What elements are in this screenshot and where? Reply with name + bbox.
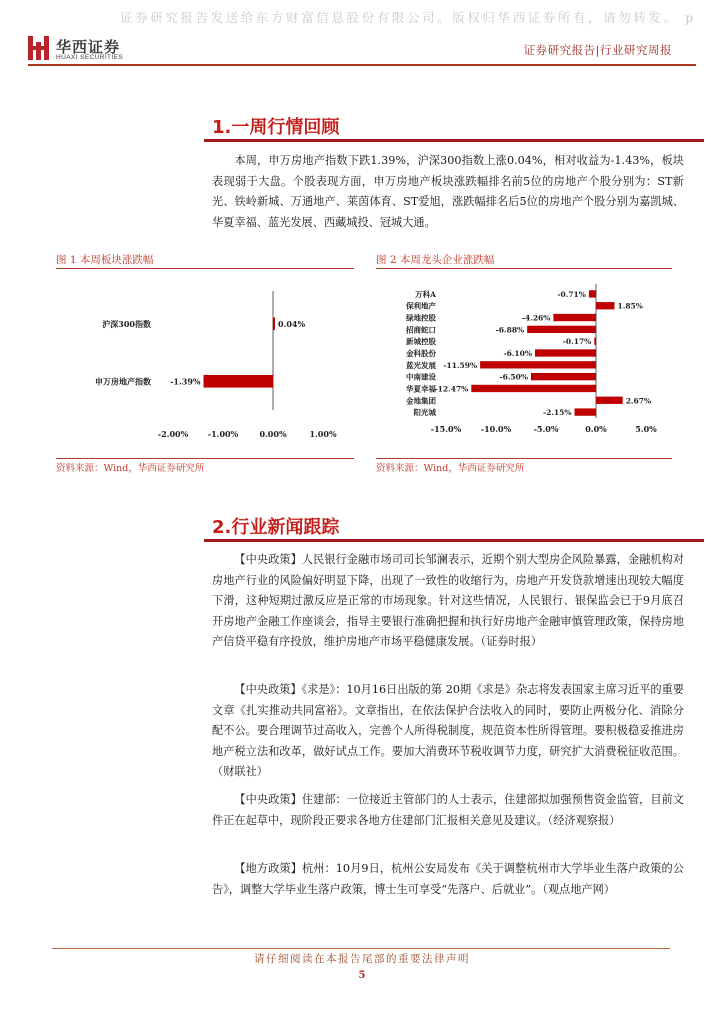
category-label: 金地集团 xyxy=(406,396,436,406)
bar xyxy=(527,326,596,333)
data-label: -1.39% xyxy=(170,376,201,387)
data-label: -0.17% xyxy=(562,337,592,347)
bar xyxy=(594,338,596,345)
data-label: -12.47% xyxy=(434,384,469,394)
x-tick-label: -2.00% xyxy=(157,429,189,439)
category-label: 蓝光发展 xyxy=(406,360,436,370)
bar xyxy=(531,373,596,380)
x-tick-label: 0.00% xyxy=(259,429,287,439)
huaxi-logo-icon xyxy=(28,36,50,60)
bar xyxy=(471,385,596,392)
figure1-source: 资料来源：Wind，华西证券研究所 xyxy=(56,463,205,474)
data-label: -2.15% xyxy=(542,408,572,418)
news-item: 【中央政策】《求是》：10月16日出版的第 20期《求是》杂志将发表国家主席习近平的重要文章《扎实推动共同富裕》。文章指出，在依法保护合法收入的同时，要防止两极分化、消除分配不公。要合理调节过高收入，完善个人所得税制度，规范资本性所得管理。要积极稳妥推进房地产税立法和改革，做好试点工作。要加大消费环节税收调节力度，研究扩大消费税征收范围。（财联社） xyxy=(212,683,684,778)
data-label: -11.59% xyxy=(443,360,478,370)
bar xyxy=(596,302,615,309)
footer-divider xyxy=(52,948,670,949)
data-label: -0.71% xyxy=(557,289,586,299)
category-label: 中南建设 xyxy=(406,372,436,382)
x-tick-label: 5.0% xyxy=(635,424,657,434)
x-tick-label: 1.00% xyxy=(309,429,337,439)
section2-underline xyxy=(204,539,704,542)
header-divider xyxy=(28,64,696,66)
section1-paragraph: 本周，申万房地产指数下跌1.39%，沪深300指数上涨0.04%，相对收益为-1.43%，板块表现弱于大盘。个股表现方面，申万房地产板块涨跌幅排名前5位的房地产个股分别为：ST新光、铁岭新城、万通地产、莱茵体育、ST爱旭，涨跌幅排名后5位的房地产个股分别为嘉凯城、华夏幸福、蓝光发展、西藏城投、冠城大通。 xyxy=(212,154,684,229)
section1-underline xyxy=(204,139,704,142)
category-label: 保利地产 xyxy=(406,301,436,311)
news-item: 【中央政策】人民银行金融市场司司长邹澜表示，近期个别大型房企风险暴露，金融机构对房地产行业的风险偏好明显下降，出现了一致性的收缩行为，房地产开发贷款增速出现较大幅度下滑，这种短期过激反应是正常的市场现象。针对这些情况，人民银行、银保监会已于9月底召开房地产金融工作座谈会，指导主要银行准确把握和执行好房地产金融审慎管理政策，保持房地产信贷平稳有序投放，维护房地产市场平稳健康发展。（证券时报） xyxy=(212,553,684,648)
data-label: -4.26% xyxy=(521,313,551,323)
data-label: 0.04% xyxy=(278,318,306,329)
category-label: 新城控股 xyxy=(406,337,436,347)
x-tick-label: 0.0% xyxy=(585,424,607,434)
figure1-title: 图 1 本周板块涨跌幅 xyxy=(56,254,154,266)
bar xyxy=(273,317,275,330)
section2-title: 2.行业新闻跟踪 xyxy=(212,517,340,538)
logo-name: 华西证券 xyxy=(56,38,121,56)
category-label: 招商蛇口 xyxy=(406,325,436,335)
x-tick-label: -5.0% xyxy=(533,424,559,434)
news-item: 【中央政策】住建部：一位接近主管部门的人士表示，住建部拟加强预售资金监管，目前文件正在起草中，现阶段正要求各地方住建部门汇报相关意见及建议。（经济观察报） xyxy=(212,793,684,827)
logo-english-name: HUAXI SECURITIES xyxy=(56,54,124,61)
figure2-title: 图 2 本周龙头企业涨跌幅 xyxy=(376,254,495,266)
bar xyxy=(535,349,596,356)
x-tick-label: -1.00% xyxy=(207,429,239,439)
section1-title: 1.一周行情回顾 xyxy=(212,117,340,138)
news-item: 【地方政策】杭州：10月9日，杭州公安局发布《关于调整杭州市大学毕业生落户政策的公告》，调整大学毕业生落户政策，博士生可享受“先落户、后就业”。（观点地产网） xyxy=(212,862,684,896)
data-label: -6.50% xyxy=(499,372,528,382)
category-label: 申万房地产指数 xyxy=(95,376,151,387)
bar xyxy=(204,375,274,388)
figure1-bottom-rule xyxy=(56,458,354,459)
watermark-text: 证券研究报告发送给东方财富信息股份有限公司。版权归华西证券所有，请勿转发。 p xyxy=(120,10,696,25)
category-label: 沪深300指数 xyxy=(102,318,151,329)
category-label: 绿地控股 xyxy=(406,313,436,323)
figure2-chart xyxy=(376,270,672,460)
category-label: 金科股份 xyxy=(406,349,436,358)
data-label: 2.67% xyxy=(625,396,652,406)
figure2-bottom-rule xyxy=(376,458,672,459)
figure2-top-rule xyxy=(376,268,672,269)
x-tick-label: -10.0% xyxy=(480,424,512,434)
bar xyxy=(553,314,596,321)
x-tick-label: -15.0% xyxy=(430,424,462,434)
data-label: -6.10% xyxy=(503,349,532,358)
footer-legal-notice: 请仔细阅读在本报告尾部的重要法律声明 xyxy=(254,953,470,965)
data-label: -6.88% xyxy=(495,325,525,335)
category-label: 阳光城 xyxy=(413,408,436,418)
category-label: 华夏幸福 xyxy=(406,384,436,394)
category-label: 万科A xyxy=(415,289,436,299)
report-type: 证券研究报告|行业研究周报 xyxy=(523,43,672,57)
bar xyxy=(589,290,596,297)
figure1-chart xyxy=(56,270,354,460)
data-label: 1.85% xyxy=(617,301,643,311)
figure2-source: 资料来源：Wind，华西证券研究所 xyxy=(376,463,525,474)
page-number: 5 xyxy=(358,970,366,981)
bar xyxy=(575,408,597,415)
bar xyxy=(596,397,623,404)
bar xyxy=(480,361,596,368)
figure1-top-rule xyxy=(56,268,354,269)
